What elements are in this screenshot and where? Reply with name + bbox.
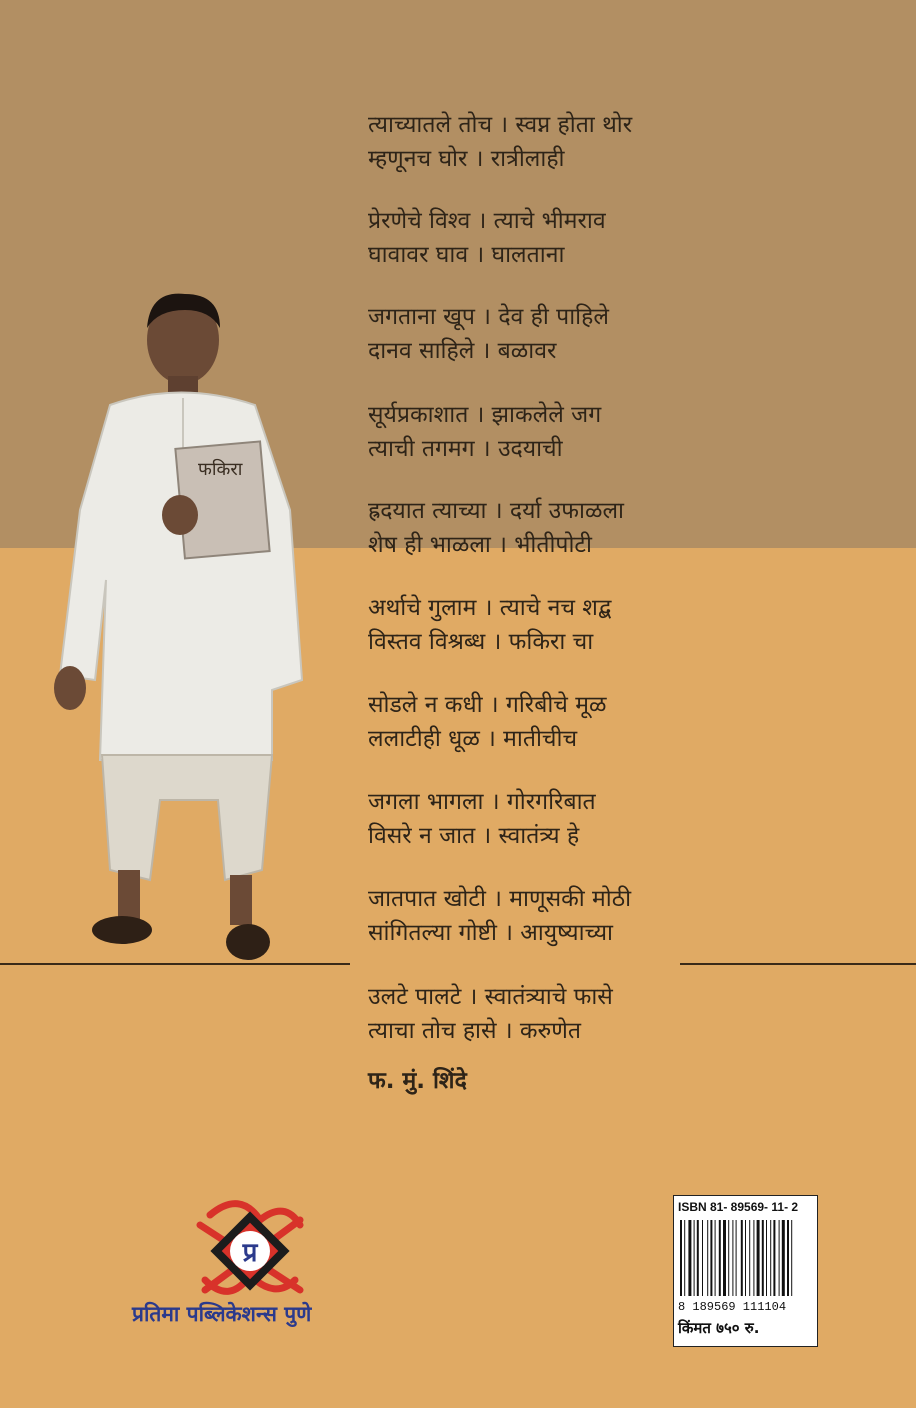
poem-line: ह्रदयात त्याच्या । दर्या उफाळला (368, 498, 625, 524)
stanza-8 (368, 785, 596, 853)
poem-line: विसरे न जात । स्वातंत्र्य हे (368, 823, 580, 849)
poem-line: सूर्यप्रकाशात । झाकलेले जग (368, 402, 602, 428)
publisher-logo-icon (190, 1195, 310, 1305)
poem-line: प्रेरणेचे विश्व । त्याचे भीमराव (368, 208, 606, 234)
author-portrait-figure (40, 280, 340, 970)
barcode-icon (678, 1220, 813, 1296)
stanza-5 (368, 494, 624, 562)
stanza-7 (368, 688, 606, 756)
poem-author: फ. मुं. शिंदे (368, 1068, 467, 1094)
poem-line: ललाटीही धूळ । मातीचीच (368, 726, 578, 752)
publisher-name: प्रतिमा पब्लिकेशन्स पुणे (132, 1302, 312, 1326)
divider-left (0, 963, 350, 965)
barcode-number: 8 189569 111104 (678, 1300, 787, 1314)
poem-line: शेष ही भाळला । भीतीपोटी (368, 532, 592, 558)
poem-line: जातपात खोटी । माणूसकी मोठी (368, 886, 632, 912)
poem-line: म्हणूनच घोर । रात्रीलाही (368, 146, 565, 172)
divider-right (680, 963, 916, 965)
poem-line: जगताना खूप । देव ही पाहिले (368, 304, 609, 330)
poem-line: दानव साहिले । बळावर (368, 338, 557, 364)
poem-line: त्याची तगमग । उदयाची (368, 436, 563, 462)
isbn-barcode-box (673, 1195, 818, 1347)
poem-line: घावावर घाव । घालताना (368, 242, 565, 268)
poem-line: जगला भागला । गोरगरिबात (368, 789, 596, 815)
poem-line: सांगितल्या गोष्टी । आयुष्याच्या (368, 920, 613, 946)
poem-line: त्याचा तोच हासे । करुणेत (368, 1018, 582, 1044)
poem-line: अर्थाचे गुलाम । त्याचे नच शद्ब (368, 595, 612, 621)
poem-line: सोडले न कधी । गरिबीचे मूळ (368, 692, 607, 718)
logo-letter: प्र (242, 1238, 258, 1268)
isbn-number: ISBN 81- 89569- 11- 2 (678, 1200, 799, 1214)
poem-line: उलटे पालटे । स्वातंत्र्याचे फासे (368, 984, 613, 1010)
stanza-2 (368, 204, 606, 272)
price-label: किंमत ७५० रु. (678, 1319, 760, 1337)
stanza-4 (368, 398, 601, 466)
stanza-1 (368, 108, 632, 176)
book-label: फकिरा (198, 459, 243, 480)
poem-line: त्याच्यातले तोच । स्वप्न होता थोर (368, 112, 633, 138)
stanza-10 (368, 980, 613, 1048)
stanza-9 (368, 882, 631, 950)
stanza-3 (368, 300, 609, 368)
poem-line: विस्तव विश्रब्ध । फकिरा चा (368, 629, 594, 655)
stanza-6 (368, 591, 611, 659)
